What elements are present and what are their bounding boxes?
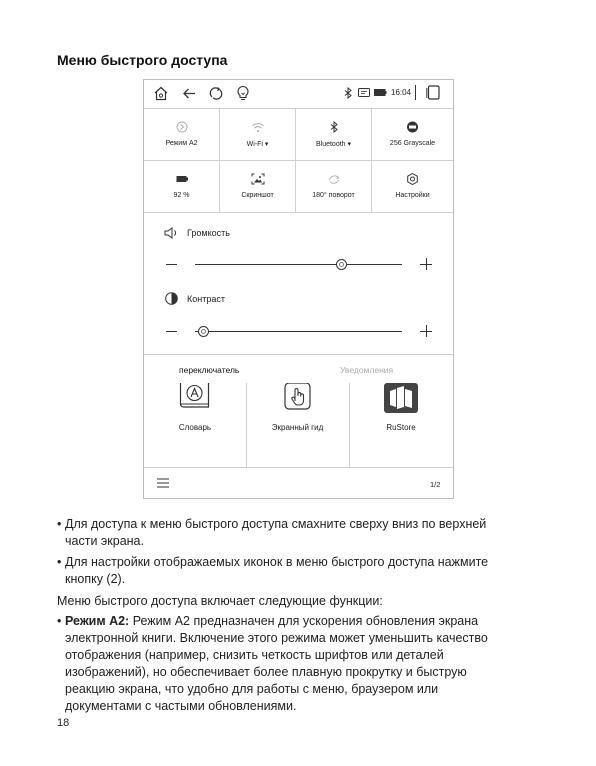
bullet-item — [57, 516, 547, 550]
bullet-dot: • — [57, 555, 62, 569]
tile-label: Режим A2 — [165, 140, 198, 147]
tile-a2-mode[interactable] — [144, 109, 220, 161]
volume-label: Громкость — [187, 228, 230, 238]
contrast-slider-track[interactable] — [195, 331, 402, 332]
tablet-status-icon — [358, 88, 370, 97]
bullet-line: части экрана. — [65, 534, 144, 548]
bullet-line: документами с частыми обновлениями. — [65, 699, 297, 713]
panel-tabs — [144, 354, 453, 384]
rotate-icon — [296, 173, 372, 185]
app-screen-guide[interactable] — [246, 383, 350, 467]
bullet-line: Для настройки отображаемых иконок в меню быстрого доступа нажмите — [65, 555, 489, 569]
lightbulb-icon[interactable] — [236, 85, 250, 101]
tile-label: 256 Grayscale — [389, 140, 436, 147]
bullet-line: электронной книги. Включение этого режима может уменьшить качество — [65, 631, 488, 645]
tile-battery[interactable] — [144, 161, 220, 213]
bullet-item — [57, 554, 547, 588]
volume-minus-button[interactable] — [166, 264, 177, 265]
tile-label: Скриншот — [241, 192, 274, 199]
tab-switcher[interactable]: переключатель — [179, 365, 240, 375]
bullet-item-a2 — [57, 613, 547, 715]
battery-status-icon — [374, 89, 387, 96]
volume-slider-knob[interactable] — [336, 259, 347, 270]
contrast-plus-button[interactable] — [420, 325, 432, 337]
section-heading: Меню быстрого доступа — [57, 52, 228, 68]
page-number: 18 — [57, 717, 70, 729]
contrast-slider-knob[interactable] — [198, 326, 209, 337]
app-dictionary[interactable] — [144, 383, 247, 467]
contrast-label: Контраст — [187, 294, 225, 304]
grayscale-icon — [372, 121, 453, 133]
home-icon[interactable] — [153, 86, 169, 101]
bullet-line: Режим А2 предназначен для ускорения обновления экрана — [129, 614, 479, 628]
chevron-down-icon: ▾ — [347, 141, 352, 148]
tile-label: Bluetooth ▾ — [315, 141, 352, 148]
bluetooth-status-icon — [344, 87, 352, 99]
recent-apps-icon[interactable] — [426, 85, 440, 100]
tile-rotate[interactable] — [296, 161, 372, 213]
app-label: Экранный гид — [271, 423, 324, 432]
status-time: 16:04 — [391, 88, 412, 97]
screenshot-icon — [220, 173, 296, 185]
app-grid — [144, 383, 453, 467]
volume-slider-track[interactable] — [195, 264, 402, 265]
term-a2: Режим А2: — [65, 614, 130, 628]
bullet-dot: • — [57, 517, 62, 531]
intro-paragraph: Меню быстрого доступа включает следующие функции: — [57, 594, 383, 608]
app-rustore[interactable] — [349, 383, 453, 467]
tile-label: Wi-Fi ▾ — [246, 141, 269, 148]
settings-icon — [372, 173, 453, 185]
volume-plus-button[interactable] — [420, 258, 432, 270]
bottom-bar — [144, 467, 453, 499]
bluetooth-icon — [296, 121, 372, 133]
tile-label: 92 % — [173, 192, 190, 199]
tile-label: Настройки — [395, 192, 430, 199]
bullet-line: изображений), но обеспечивает более плавную прокрутку и быструю — [65, 665, 467, 679]
refresh-icon[interactable] — [208, 86, 224, 101]
a2-mode-icon — [144, 121, 220, 133]
bullet-line: реакцию экрана, что удобно для работы с меню, браузером или — [65, 682, 439, 696]
battery-icon — [144, 173, 220, 185]
wifi-icon — [220, 121, 296, 133]
dictionary-icon — [179, 383, 210, 409]
tile-wifi[interactable] — [220, 109, 296, 161]
rustore-icon — [384, 383, 418, 413]
status-divider — [415, 85, 416, 100]
tab-notifications[interactable]: Уведомления — [340, 365, 394, 375]
tile-bluetooth[interactable] — [296, 109, 372, 161]
bullet-line: кнопку (2). — [65, 572, 126, 586]
tile-grayscale[interactable] — [372, 109, 453, 161]
contrast-minus-button[interactable] — [166, 331, 177, 332]
back-arrow-icon[interactable] — [181, 86, 197, 101]
bullet-line: отображения (например, снизить четкость шрифтов или деталей — [65, 648, 444, 662]
bullet-line: Для доступа к меню быстрого доступа смахните сверху вниз по верхней — [65, 517, 487, 531]
bullet-dot: • — [57, 614, 62, 628]
menu-icon[interactable] — [157, 478, 169, 488]
tile-screenshot[interactable] — [220, 161, 296, 213]
device-screenshot — [143, 79, 454, 499]
speaker-icon — [164, 227, 179, 239]
page-indicator: 1/2 — [430, 480, 441, 489]
app-label: Словарь — [178, 423, 212, 432]
app-label: RuStore — [386, 423, 416, 432]
tile-label: 180° поворот — [312, 192, 355, 199]
chevron-down-icon: ▾ — [264, 141, 269, 148]
contrast-icon — [165, 292, 178, 305]
tile-settings[interactable] — [372, 161, 453, 213]
screen-guide-icon — [284, 383, 311, 411]
status-bar — [144, 80, 453, 107]
